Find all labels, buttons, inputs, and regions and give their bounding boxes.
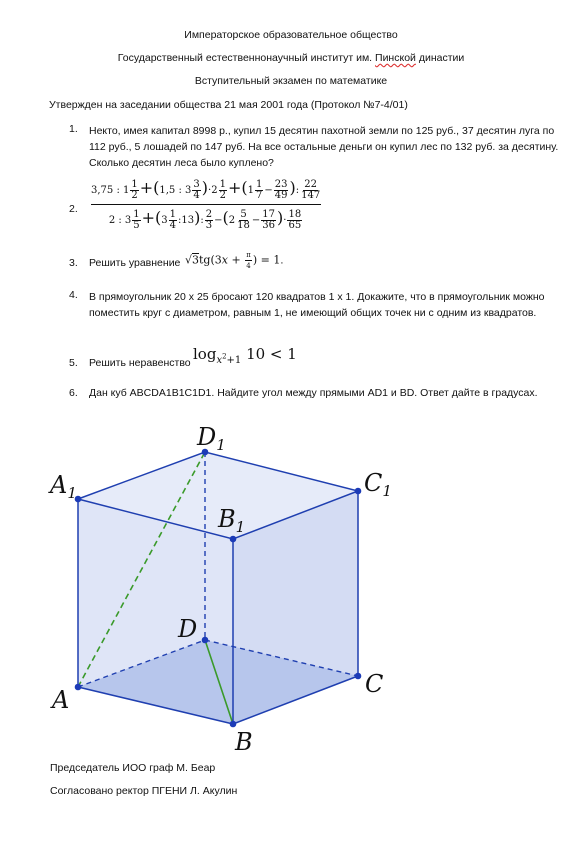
problem-3-number: 3.: [69, 257, 78, 269]
problem-5-inequality: $\log_{x^2+1} 10 < 1$: [193, 345, 297, 366]
label-d1: $D_1$: [197, 423, 226, 454]
label-b1: $B_1$: [218, 505, 246, 536]
rector-approval: Согласовано ректор ПГЕНИ Л. Акулин: [50, 785, 238, 797]
label-b: B: [235, 728, 253, 756]
label-a: A: [52, 686, 70, 714]
label-c1: $C_1$: [364, 469, 392, 500]
vertex-d: [202, 637, 209, 644]
vertex-b1: [230, 536, 237, 543]
vertex-c1: [355, 488, 362, 495]
chairman-signature: Председатель ИОО граф М. Беар: [50, 762, 216, 774]
society-title: Императорское образовательное общество: [184, 29, 398, 41]
vertex-c: [355, 673, 362, 680]
problem-1-text: Некто, имея капитал 8998 р., купил 15 десятин пахотной земли по 125 руб., 37 десятин луга по 112 руб., 5 лошадей по 147 руб. На все остальные деньги он купил лес по 132 руб. за десятину. Сколько десятин леса было куплено?: [89, 125, 559, 169]
vertex-a: [75, 684, 82, 691]
vertex-b: [230, 721, 237, 728]
problem-3-equation: √3tg(3x + $\frac{\pi}{4}$ ) = 1.: [185, 251, 284, 270]
exam-title: Вступительный экзамен по математике: [194, 75, 388, 87]
problem-6-text: Дан куб ABCDA1B1C1D1. Найдите угол между прямыми AD1 и BD. Ответ дайте в градусах.: [89, 387, 538, 399]
label-a1: $A_1$: [50, 471, 77, 502]
problem-3-text: Решить уравнение: [89, 257, 181, 269]
institute-title: Государственный естественнонаучный институт им. Пинской династии: [117, 52, 465, 64]
approval-line: Утвержден на заседании общества 21 мая 2001 года (Протокол №7-4/01): [49, 99, 408, 111]
problem-2-formula: 3,75 : 1 $\frac{1}{2}$ +(1,5 : 3 $\frac{3}{4}$ )·2 $\frac{1}{2}$ +(1 $\frac{1}{7}$ − $\frac{23}{49}$ ): $\frac{22}{147}$ 2 : 3 $\frac{1}{5}$ +(3 $\frac{1}{4}$ :13): $\frac{2}{3}$ −(2 $\frac{5}{18}$ − $\frac{17}{36}$ )· $\frac{18}{65}$: [91, 178, 321, 231]
problem-1-number: 1.: [69, 123, 78, 135]
label-c: C: [365, 670, 384, 698]
problem-4-text: В прямоугольник 20 x 25 бросают 120 квадратов 1 x 1. Докажите, что в прямоугольник можно поместить круг с диаметром, равным 1, не имеющий общих точек ни с одним из квадратов.: [89, 291, 545, 319]
misspelled-word: Пинской: [375, 52, 416, 64]
problem-5-number: 5.: [69, 357, 78, 369]
problem-6-number: 6.: [69, 387, 78, 399]
problem-2-number: 2.: [69, 203, 78, 215]
problem-5-text: Решить неравенство: [89, 357, 191, 369]
problem-4-number: 4.: [69, 289, 78, 301]
label-d: D: [178, 615, 198, 643]
